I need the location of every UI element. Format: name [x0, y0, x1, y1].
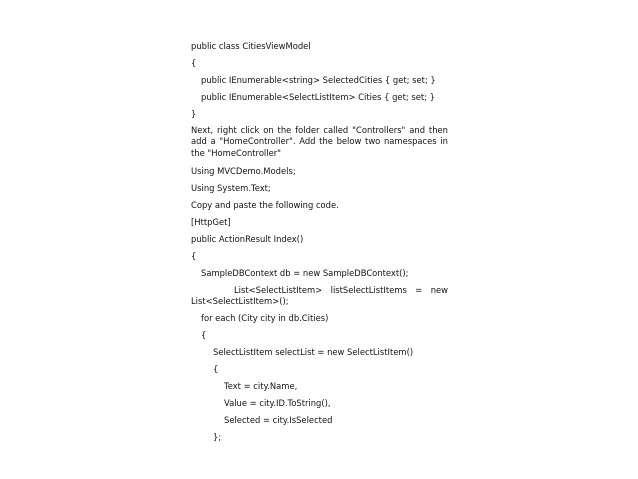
code-line-list-declaration [234, 285, 448, 296]
code-line-foreach: for each (City city in db.Cities) [201, 313, 329, 323]
code-line-selected-cities: public IEnumerable<string> SelectedCities { get; set; } [201, 75, 436, 85]
code-line-initializer-close: }; [213, 432, 222, 442]
code-line-action-method: public ActionResult Index() [191, 234, 304, 244]
instruction-paragraph: Next, right click on the folder called "Controllers" and then add a "HomeController". Add the below two namespaces in the "HomeController" [191, 125, 448, 158]
code-token: new [430, 285, 448, 295]
code-line-text-assignment: Text = city.Name, [224, 381, 298, 391]
code-line-selected-assignment: Selected = city.IsSelected [224, 415, 333, 425]
code-token: List<SelectListItem> [234, 285, 323, 295]
code-line-new-select-item: SelectListItem selectList = new SelectListItem() [213, 347, 414, 357]
code-line-httpget: [HttpGet] [191, 217, 231, 227]
using-system-text-line: Using System.Text; [191, 183, 271, 193]
code-line-class-declaration: public class CitiesViewModel [191, 41, 311, 51]
code-line-cities: public IEnumerable<SelectListItem> Cities { get; set; } [201, 92, 435, 102]
code-line-value-assignment: Value = city.ID.ToString(), [224, 398, 331, 408]
code-token: listSelectListItems [330, 285, 407, 295]
code-line-open-brace: { [191, 58, 197, 68]
code-line-db-context: SampleDBContext db = new SampleDBContext(); [201, 268, 409, 278]
using-models-line: Using MVCDemo.Models; [191, 166, 296, 176]
code-line-close-brace: } [191, 109, 197, 119]
code-line-loop-open-brace: { [201, 330, 207, 340]
document-page [191, 0, 448, 479]
code-line-method-open-brace: { [191, 251, 197, 261]
copy-paste-instruction: Copy and paste the following code. [191, 200, 339, 210]
code-line-list-constructor: List<SelectListItem>(); [191, 296, 289, 306]
code-token: = [415, 285, 423, 295]
code-line-initializer-open-brace: { [213, 364, 219, 374]
